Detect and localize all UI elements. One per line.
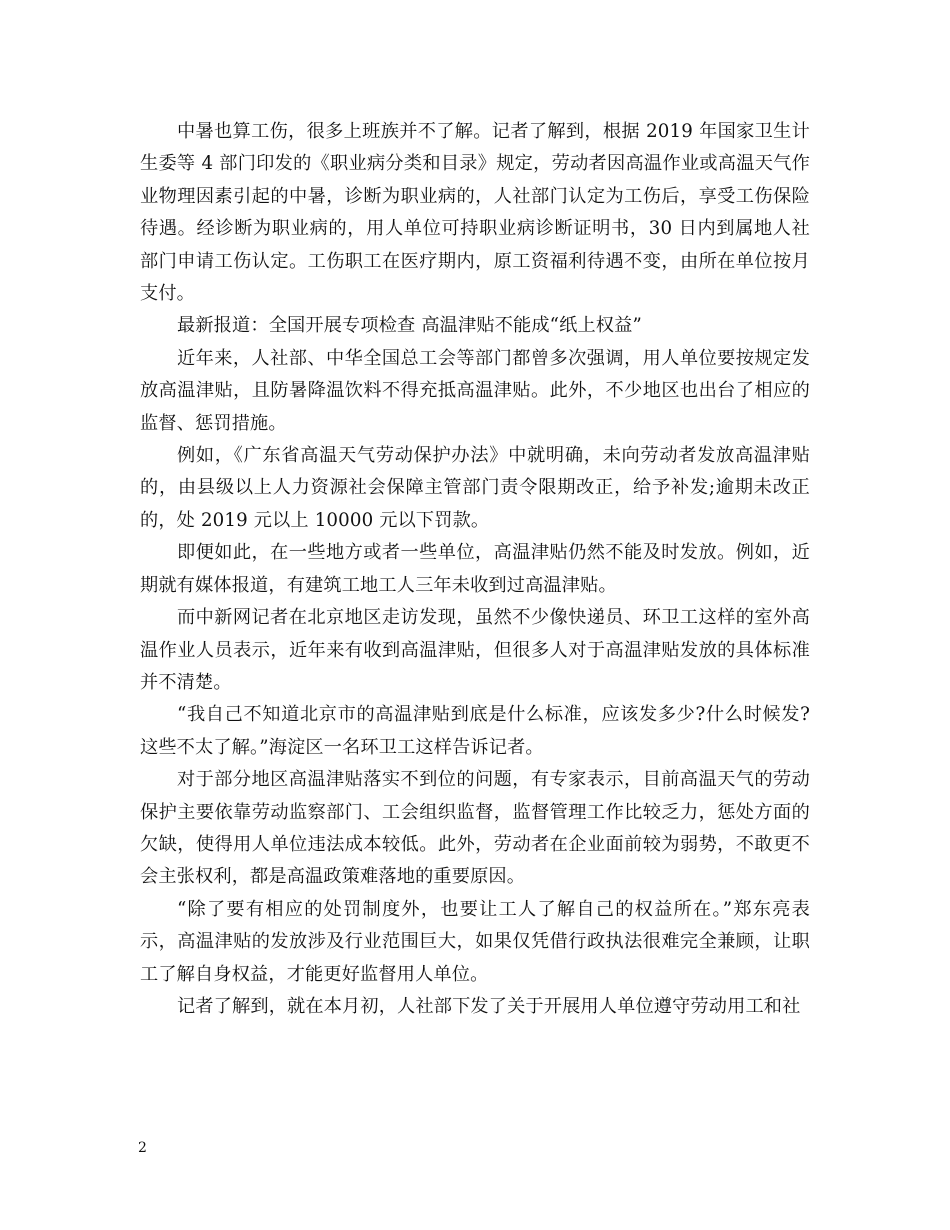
- paragraph-allowance-requirements: 近年来，人社部、中华全国总工会等部门都曾多次强调，用人单位要按规定发放高温津贴，且防暑降温饮料不得充抵高温津贴。此外，不少地区也出台了相应的监督、惩罚措施。: [140, 347, 810, 434]
- paragraph-untimely-payment: 即便如此，在一些地方或者一些单位，高温津贴仍然不能及时发放。例如，近期就有媒体报道，有建筑工地工人三年未收到过高温津贴。: [140, 542, 810, 596]
- document-body: [140, 116, 810, 1023]
- page-number: 2: [138, 1140, 147, 1156]
- paragraph-latest-report-heading: 最新报道：全国开展专项检查 高温津贴不能成“纸上权益”: [177, 315, 642, 337]
- paragraph-heatstroke-work-injury: 中暑也算工伤，很多上班族并不了解。记者了解到，根据 2019 年国家卫生计生委等 4 部门印发的《职业病分类和目录》规定，劳动者因高温作业或高温天气作业物理因素引起的中暑，诊断为职业病的，人社部门认定为工伤后，享受工伤保险待遇。经诊断为职业病的，用人单位可持职业病诊断证明书，30 日内到属地人社部门申请工伤认定。工伤职工在医疗期内，原工资福利待遇不变，由所在单位按月支付。: [140, 121, 810, 305]
- paragraph-ministry-notice: 记者了解到，就在本月初，人社部下发了关于开展用人单位遵守劳动用工和社: [177, 995, 801, 1017]
- paragraph-zheng-dongliang-quote: “除了要有相应的处罚制度外，也要让工人了解自己的权益所在。”郑东亮表示，高温津贴的发放涉及行业范围巨大，如果仅凭借行政执法很难完全兼顾，让职工了解自身权益，才能更好监督用人单位。: [140, 898, 810, 985]
- paragraph-guangdong-example: 例如，《广东省高温天气劳动保护办法》中就明确，未向劳动者发放高温津贴的，由县级以上人力资源社会保障主管部门责令限期改正，给予补发;逾期未改正的，处 2019 元以上 10000 元以下罚款。: [140, 445, 810, 531]
- paragraph-expert-opinion: 对于部分地区高温津贴落实不到位的问题，有专家表示，目前高温天气的劳动保护主要依靠劳动监察部门、工会组织监督，监督管理工作比较乏力，惩处方面的欠缺，使得用人单位违法成本较低。此外，劳动者在企业面前较为弱势，不敢更不会主张权利，都是高温政策难落地的重要原因。: [140, 769, 810, 888]
- paragraph-worker-quote: “我自己不知道北京市的高温津贴到底是什么标准，应该发多少?什么时候发?这些不太了解。”海淀区一名环卫工这样告诉记者。: [140, 704, 810, 758]
- paragraph-beijing-survey: 而中新网记者在北京地区走访发现，虽然不少像快递员、环卫工这样的室外高温作业人员表示，近年来有收到高温津贴，但很多人对于高温津贴发放的具体标准并不清楚。: [140, 607, 810, 693]
